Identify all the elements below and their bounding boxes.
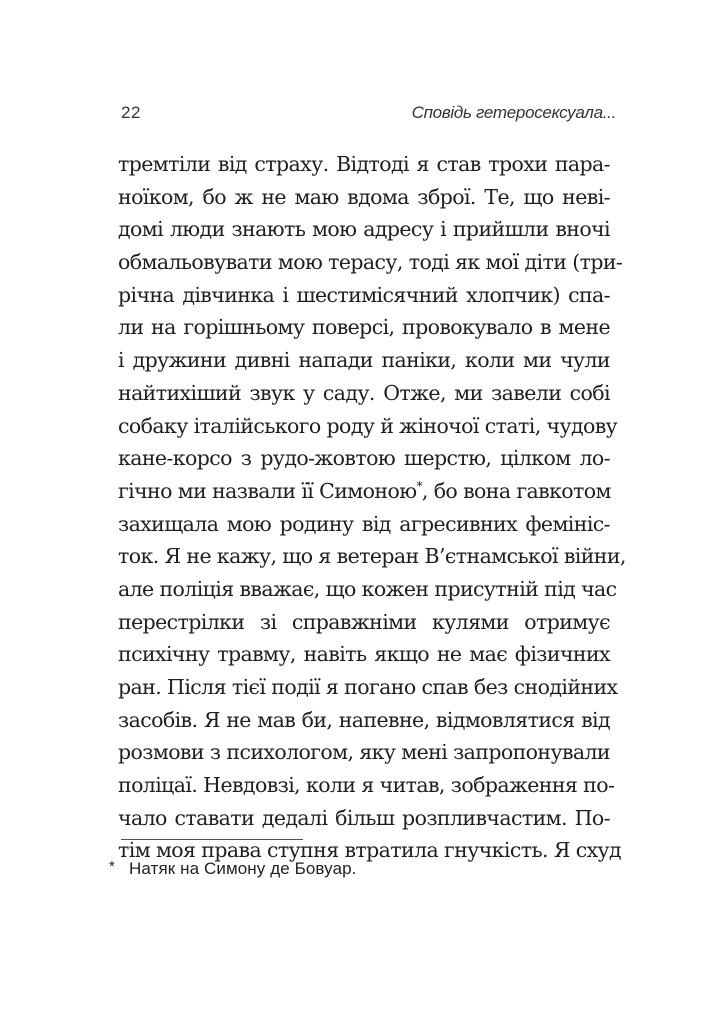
text-segment: гічно ми назвали її Симоною xyxy=(118,478,417,503)
text-line: розмови з психологом, яку мені запропонували xyxy=(118,740,610,765)
text-line: ран. Після тієї події я погано спав без снодійних xyxy=(118,675,618,699)
text-line: річна дівчинка і шестимісячний хлопчик) спа- xyxy=(118,282,610,307)
body-text xyxy=(118,148,626,867)
text-line: психічну травму, навіть якщо не має фізичних xyxy=(118,642,610,667)
chapter-title: Сповідь гетеросексуала... xyxy=(411,103,616,122)
text-line: собаку італійського роду й жіночої статі, чудову xyxy=(118,413,618,438)
footnote xyxy=(109,858,357,879)
text-line-with-note xyxy=(118,475,610,508)
footnote-text: Натяк на Симону де Бовуар. xyxy=(129,859,357,878)
text-line: засобів. Я не мав би, напевне, відмовлятися від xyxy=(118,707,610,732)
text-line: чало ставати дедалі більш розпливчастим. По- xyxy=(118,805,610,830)
text-line: але поліція вважає, що кожен присутній під час xyxy=(118,576,617,601)
running-head xyxy=(118,103,616,127)
text-line: ноїком, бо ж не маю вдома зброї. Те, що неві- xyxy=(118,184,610,209)
page-number: 22 xyxy=(121,103,141,122)
footnote-divider xyxy=(121,839,303,840)
text-line: найтихіший звук у саду. Отже, ми завели собі xyxy=(118,380,610,405)
text-line: кане-корсо з рудо-жовтою шерстю, цілком ло- xyxy=(118,446,610,471)
text-line: тім моя права ступня втратила гнучкість. Я схуд xyxy=(118,838,622,863)
text-line: обмальовувати мою терасу, тоді як мої діти (три- xyxy=(118,250,623,275)
footnote-mark: * xyxy=(109,858,115,875)
text-line: перестрілки зі справжніми кулями отримує xyxy=(118,609,610,634)
text-line: ли на горішньому поверсі, провокувало в мене xyxy=(118,315,610,340)
text-line: домі люди знають мою адресу і прийшли вночі xyxy=(118,217,610,242)
text-line: поліцаї. Невдовзі, коли я читав, зображення по- xyxy=(118,773,615,798)
footnote-reference[interactable]: * xyxy=(416,478,422,493)
text-line: тремтіли від страху. Відтоді я став трохи пара- xyxy=(118,152,610,176)
text-line: і дружини дивні напади паніки, коли ми чули xyxy=(118,348,610,373)
text-segment: , бо вона гавкотом xyxy=(421,478,611,503)
text-line: захищала мою родину від агресивних фемініс- xyxy=(118,511,610,536)
text-line: ток. Я не кажу, що я ветеран В’єтнамської війни, xyxy=(118,544,626,569)
